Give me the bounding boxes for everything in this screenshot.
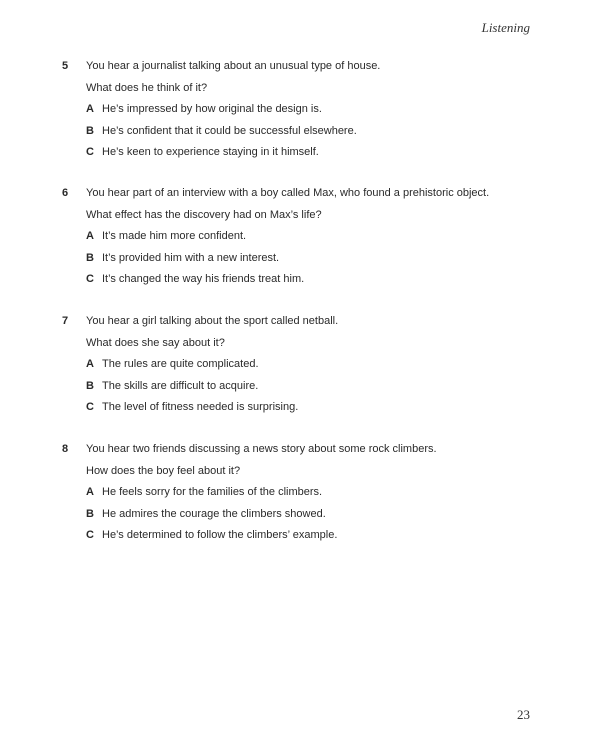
option-a[interactable] — [62, 356, 542, 378]
option-c[interactable] — [62, 527, 542, 549]
option-text: It’s made him more confident. — [102, 230, 247, 242]
option-c[interactable] — [62, 399, 542, 421]
question-7 — [62, 313, 542, 421]
option-text: He admires the courage the climbers showed. — [102, 507, 326, 520]
question-context: You hear a journalist talking about an unusual type of house. — [86, 60, 381, 72]
question-text: What does he think of it? — [86, 81, 208, 94]
question-8 — [62, 441, 542, 549]
question-number: 5 — [62, 60, 69, 72]
question-context: You hear part of an interview with a boy called Max, who found a prehistoric object. — [86, 187, 490, 199]
option-text: The skills are difficult to acquire. — [102, 379, 259, 392]
question-6 — [62, 185, 542, 293]
option-letter: A — [86, 358, 94, 370]
question-number: 8 — [62, 443, 69, 455]
option-text: It’s provided him with a new interest. — [102, 251, 280, 264]
option-letter: A — [86, 486, 94, 498]
option-letter: B — [86, 379, 94, 392]
question-text: What does she say about it? — [86, 336, 225, 349]
option-text: The rules are quite complicated. — [102, 358, 259, 370]
option-text: He’s impressed by how original the design is. — [102, 103, 322, 115]
question-text: What effect has the discovery had on Max’s life? — [86, 208, 322, 221]
option-letter: B — [86, 507, 94, 520]
option-text: It’s changed the way his friends treat him. — [102, 273, 305, 285]
option-letter: B — [86, 124, 94, 137]
question-5 — [62, 58, 542, 166]
option-text: He’s keen to experience staying in it himself. — [102, 146, 319, 158]
option-b[interactable] — [62, 250, 542, 272]
section-header: Listening — [481, 20, 530, 35]
option-b[interactable] — [62, 506, 542, 528]
option-c[interactable] — [62, 144, 542, 166]
option-letter: C — [86, 529, 94, 541]
option-b[interactable] — [62, 378, 542, 400]
option-letter: C — [86, 146, 94, 158]
option-a[interactable] — [62, 101, 542, 123]
option-text: He’s determined to follow the climbers’ example. — [102, 529, 338, 541]
question-context: You hear a girl talking about the sport called netball. — [86, 315, 339, 327]
option-a[interactable] — [62, 484, 542, 506]
option-a[interactable] — [62, 228, 542, 250]
option-letter: B — [86, 251, 94, 264]
page-number: 23 — [517, 707, 530, 722]
option-text: He feels sorry for the families of the climbers. — [102, 486, 323, 498]
option-letter: C — [86, 273, 94, 285]
question-text: How does the boy feel about it? — [86, 464, 241, 477]
question-context: You hear two friends discussing a news story about some rock climbers. — [86, 443, 437, 455]
option-letter: C — [86, 401, 94, 413]
option-c[interactable] — [62, 271, 542, 293]
option-b[interactable] — [62, 123, 542, 145]
option-letter: A — [86, 230, 94, 242]
question-number: 6 — [62, 187, 69, 199]
option-text: The level of fitness needed is surprising. — [102, 401, 299, 413]
option-text: He’s confident that it could be successful elsewhere. — [102, 124, 357, 137]
question-number: 7 — [62, 315, 69, 327]
option-letter: A — [86, 103, 94, 115]
